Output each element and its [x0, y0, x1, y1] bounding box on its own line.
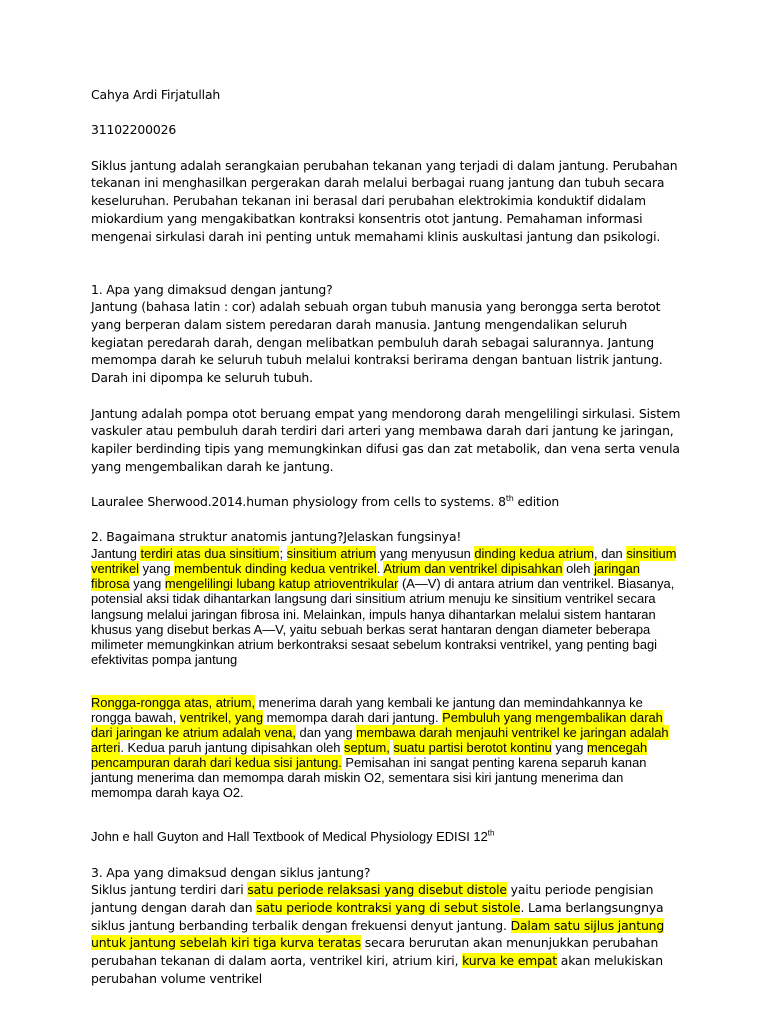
- question-1-heading: 1. Apa yang dimaksud dengan jantung?: [91, 281, 333, 297]
- reference-2-text: John e hall Guyton and Hall Textbook of Medical Physiology EDISI 12: [91, 828, 488, 844]
- document-page: [91, 86, 681, 988]
- text-run: Pemisahan ini sangat penting karena separuh kanan jantung menerima dan memompa darah miskin O2, sementara sisi kiri jantung menerima dan memompa darah kaya O2.: [91, 755, 647, 801]
- text-run: . Lama berlangsungnya siklus jantung berbanding terbalik dengan frekuensi denyut jantung.: [91, 900, 664, 933]
- text-run: Jantung: [91, 546, 141, 562]
- highlighted-text: mengelilingi lubang katup atrioventrikular: [164, 576, 399, 592]
- intro-paragraph: Siklus jantung adalah serangkaian perubahan tekanan yang terjadi di dalam jantung. Perubahan tekanan ini menghasilkan pergerakan darah melalui berbagai ruang jantung dan tubuh secara keseluruhan. Perubahan tekanan ini berasal dari perubahan elektrokimia konduktif didalam miokardium yang mengakibatkan kontraksi konsentris otot jantung. Pemahaman informasi mengenai sirkulasi darah ini penting untuk memahami klinis auskultasi jantung dan psikologi.: [91, 157, 678, 244]
- highlighted-text: septum,: [344, 740, 390, 756]
- text-run: secara berurutan akan menunjukkan perubahan perubahan tekanan di dalam aorta, ventrikel kiri, atrium kiri,: [91, 935, 659, 969]
- highlighted-text: terdiri atas dua sinsitium: [140, 546, 280, 562]
- highlighted-text: sinsitium atrium: [286, 546, 377, 562]
- highlighted-text: Dalam satu sijlus jantung untuk jantung sebelah kiri tiga kurva teratas: [91, 917, 665, 951]
- reference-2-sup: th: [487, 828, 495, 838]
- highlighted-text: satu periode relaksasi yang disebut distole: [247, 882, 507, 898]
- text-run: oleh: [562, 561, 595, 577]
- author-block: [91, 86, 681, 546]
- text-run: Siklus jantung terdiri dari: [91, 882, 248, 898]
- text-run: yang: [129, 576, 165, 592]
- text-run: yang: [551, 740, 587, 756]
- highlighted-text: dinding kedua atrium: [474, 546, 595, 562]
- text-run: ;: [279, 546, 287, 562]
- author-name: Cahya Ardi Firjatullah: [91, 87, 221, 102]
- highlighted-text: sinsitium ventrikel: [91, 546, 677, 577]
- highlighted-text: Atrium dan ventrikel dipisahkan: [383, 561, 563, 577]
- answer-1-paragraph-1: Jantung (bahasa latin : cor) adalah sebuah organ tubuh manusia yang berongga serta berotot yang berperan dalam sistem peredaran darah manusia. Jantung mengendalikan seluruh kegiatan peredarah darah, dengan melibatkan pembuluh darah sebagai salurannya. Jantung memompa darah ke seluruh tubuh melalui kontraksi berirama dengan bantuan listrik jantung. Darah ini dipompa ke seluruh tubuh.: [91, 299, 663, 386]
- highlighted-text: mencegah pencampuran darah dari kedua sisi jantung.: [91, 740, 648, 771]
- answer-3-paragraph-1: [91, 881, 681, 987]
- reference-1-text: Lauralee Sherwood.2014.human physiology from cells to systems. 8: [91, 494, 506, 510]
- highlighted-text: jaringan fibrosa: [91, 561, 640, 592]
- reference-1-tail: edition: [513, 494, 560, 510]
- answer-2-paragraph-2: [91, 695, 681, 801]
- question-3-heading: 3. Apa yang dimaksud dengan siklus jantung?: [91, 864, 371, 880]
- highlighted-text: Rongga-rongga atas, atrium,: [91, 694, 256, 710]
- text-run: yang: [139, 561, 175, 577]
- question-3-block: [91, 864, 681, 988]
- answer-2-paragraph-1: [91, 546, 681, 667]
- reference-2: [91, 829, 681, 844]
- text-run: akan melukiskan perubahan volume ventrikel: [91, 953, 663, 986]
- highlighted-text: suatu partisi berotot kontinu: [393, 740, 552, 756]
- answer-1-paragraph-2: Jantung adalah pompa otot beruang empat yang mendorong darah mengelilingi sirkulasi. Sistem vaskuler atau pembuluh darah terdiri dari arteri yang membawa darah dari jantung ke jaringan, kapiler berdinding tipis yang memungkinkan difusi gas dan zat metabolik, dan vena serta venula yang mengembalikan darah ke jantung.: [91, 405, 681, 474]
- highlighted-text: satu periode kontraksi yang di sebut sistole: [256, 900, 521, 916]
- highlighted-text: membawa darah menjauhi ventrikel ke jaringan adalah arteri: [91, 725, 669, 756]
- highlighted-text: Pembuluh yang mengembalikan darah dari jaringan ke atrium adalah vena,: [91, 710, 663, 741]
- text-run: yang menyusun: [376, 546, 475, 562]
- text-run: dan yang: [295, 725, 357, 741]
- text-run: . Kedua paruh jantung dipisahkan oleh: [120, 740, 344, 756]
- text-run: yaitu periode pengisian jantung dengan darah dan: [91, 882, 654, 916]
- text-run: (A—V) di antara atrium dan ventrikel. Biasanya, potensial aksi tidak dihantarkan langsung dari sinsitium atrium menuju ke sinsitium ventrikel secara langsung melalui jaringan fibrosa ini. Melainkan, impuls hanya dihantarkan melalui sistem hantaran khusus yang disebut berkas A—V, yaitu sebuah berkas serat hantaran dengan diameter beberapa milimeter memungkinkan atrium berkontraksi sesaat sebelum kontraksi ventrikel, yang penting bagi efektivitas pompa jantung: [91, 576, 675, 667]
- student-id: 31102200026: [91, 122, 177, 138]
- text-run: .: [376, 561, 384, 577]
- highlighted-text: ventrikel, yang: [179, 710, 263, 726]
- reference-1: [91, 493, 681, 511]
- text-run: menerima darah yang kembali ke jantung dan memindahkannya ke rongga bawah,: [91, 694, 643, 726]
- question-2-heading: 2. Bagaimana struktur anatomis jantung?Jelaskan fungsinya!: [91, 529, 462, 545]
- highlighted-text: kurva ke empat: [462, 953, 557, 969]
- reference-1-sup: th: [505, 493, 514, 503]
- text-run: memompa darah dari jantung.: [263, 710, 443, 726]
- text-run: , dan: [594, 546, 627, 562]
- highlighted-text: membentuk dinding kedua ventrikel: [174, 561, 377, 577]
